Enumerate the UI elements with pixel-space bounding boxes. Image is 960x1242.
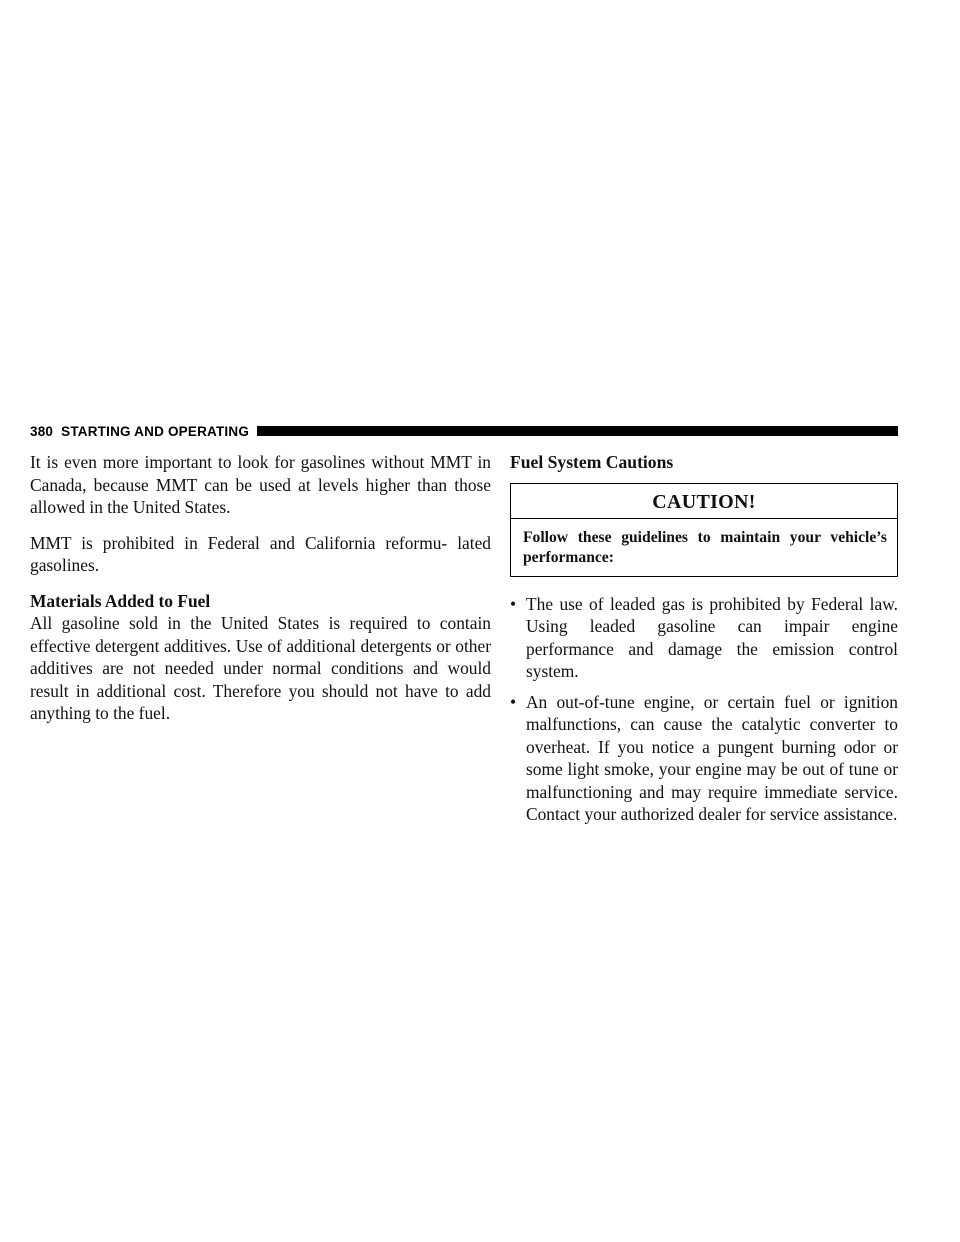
caution-bullet-list: [510, 593, 898, 826]
caution-box: [510, 483, 898, 577]
section-title: STARTING AND OPERATING: [61, 423, 250, 439]
right-column: [510, 451, 898, 834]
left-column: [30, 451, 491, 738]
caution-title: CAUTION!: [511, 484, 897, 519]
paragraph-detergent-additives: All gasoline sold in the United States is required to contain effective detergent additives. Use of additional detergents or other additives are not needed under normal conditions and would result in additional cost. Therefore you should not have to add anything to the fuel.: [30, 613, 491, 723]
heading-fuel-system-cautions: Fuel System Cautions: [510, 452, 674, 472]
paragraph-mmt-canada: It is even more important to look for gasolines without MMT in Canada, because MMT can be used at levels higher than those allowed in the United States.: [30, 452, 491, 517]
header-rule: [257, 426, 898, 436]
list-item: [510, 593, 898, 683]
page-number: 380: [30, 423, 54, 439]
heading-materials-added: Materials Added to Fuel: [30, 590, 211, 611]
list-item: [510, 691, 898, 826]
paragraph-mmt-prohibited: MMT is prohibited in Federal and California reformu- lated gasolines.: [30, 532, 491, 575]
bullet-text: The use of leaded gas is prohibited by Federal law. Using leaded gasoline can impair engine performance and damage the emission control system.: [526, 593, 898, 681]
bullet-icon: •: [510, 593, 517, 614]
page-header: [30, 421, 898, 441]
caution-text: Follow these guidelines to maintain your vehicle’s performance:: [523, 528, 887, 566]
bullet-text: An out-of-tune engine, or certain fuel or ignition malfunctions, can cause the catalytic converter to overheat. If you notice a pungent burning odor or some light smoke, your engine may be out of tune or malfunctioning and may require immediate service. Contact your authorized dealer for service assistance.: [526, 691, 898, 824]
bullet-icon: •: [510, 691, 517, 712]
header-label: [30, 424, 249, 439]
